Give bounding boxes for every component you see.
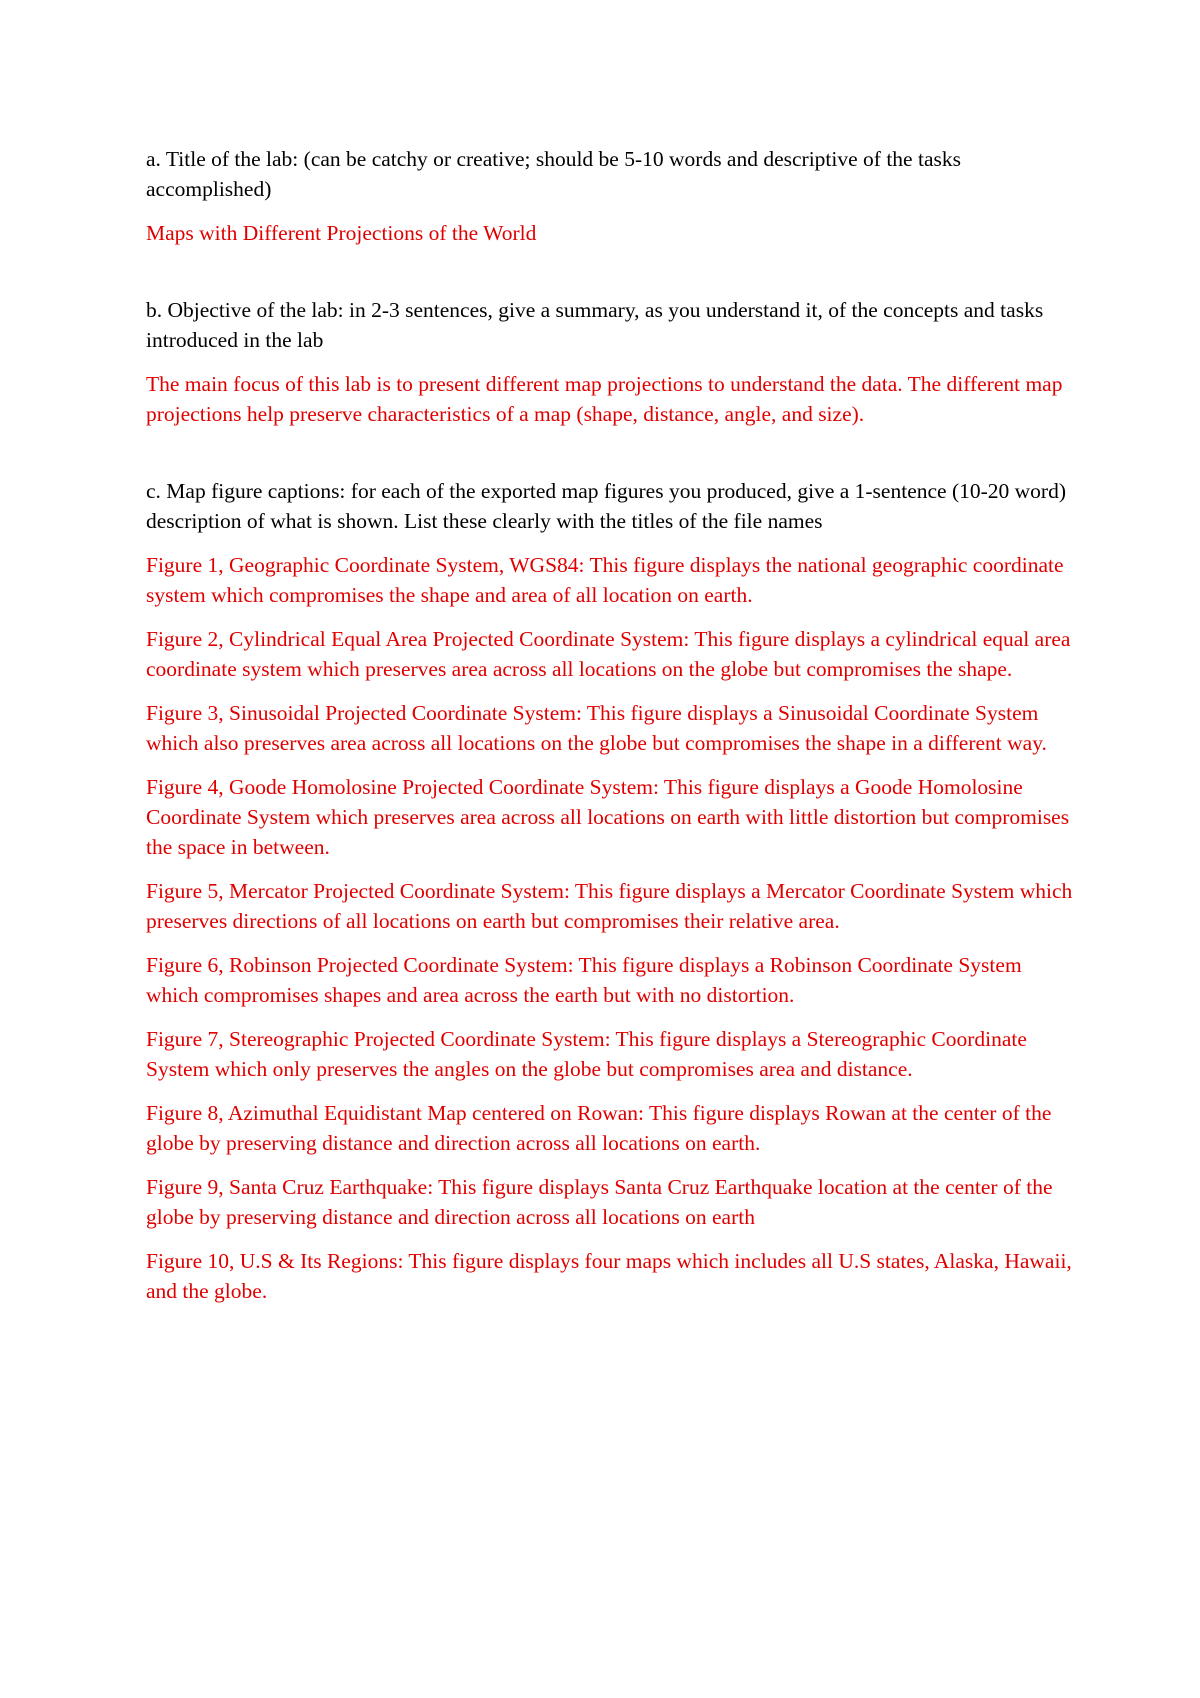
section-b-prompt: b. Objective of the lab: in 2-3 sentences, give a summary, as you understand it, of the concepts and tasks introduced in the lab [146, 298, 1044, 352]
figure-caption-6: Figure 6, Robinson Projected Coordinate System: This figure displays a Robinson Coordinate System which compromises shapes and area across the earth but with no distortion. [146, 953, 1022, 1007]
figure-caption-list [146, 550, 1076, 1306]
section-a-answer: Maps with Different Projections of the World [146, 221, 537, 245]
figure-caption-3: Figure 3, Sinusoidal Projected Coordinate System: This figure displays a Sinusoidal Coordinate System which also preserves area across all locations on the globe but compromises the shape in a different way. [146, 701, 1047, 755]
figure-caption-10: Figure 10, U.S & Its Regions: This figure displays four maps which includes all U.S states, Alaska, Hawaii, and the globe. [146, 1249, 1072, 1303]
document-page [146, 144, 1076, 1306]
figure-caption-7: Figure 7, Stereographic Projected Coordinate System: This figure displays a Stereographic Coordinate System which only preserves the angles on the globe but compromises area and distance. [146, 1027, 1027, 1081]
figure-caption-2: Figure 2, Cylindrical Equal Area Projected Coordinate System: This figure displays a cylindrical equal area coordinate system which preserves area across all locations on the globe but compromises the shape. [146, 627, 1071, 681]
section-c-prompt: c. Map figure captions: for each of the exported map figures you produced, give a 1-sentence (10-20 word) description of what is shown. List these clearly with the titles of the file names [146, 479, 1066, 533]
figure-caption-5: Figure 5, Mercator Projected Coordinate System: This figure displays a Mercator Coordinate System which preserves directions of all locations on earth but compromises their relative area. [146, 879, 1073, 933]
figure-caption-1: Figure 1, Geographic Coordinate System, WGS84: This figure displays the national geographic coordinate system which compromises the shape and area of all location on earth. [146, 553, 1064, 607]
section-b-answer: The main focus of this lab is to present different map projections to understand the data. The different map projections help preserve characteristics of a map (shape, distance, angle, and size). [146, 372, 1063, 426]
figure-caption-4: Figure 4, Goode Homolosine Projected Coordinate System: This figure displays a Goode Homolosine Coordinate System which preserves area across all locations on earth with little distortion but compromises the space in between. [146, 775, 1070, 859]
section-a-prompt: a. Title of the lab: (can be catchy or creative; should be 5-10 words and descriptive of the tasks accomplished) [146, 147, 961, 201]
figure-caption-9: Figure 9, Santa Cruz Earthquake: This figure displays Santa Cruz Earthquake location at the center of the globe by preserving distance and direction across all locations on earth [146, 1175, 1053, 1229]
figure-caption-8: Figure 8, Azimuthal Equidistant Map centered on Rowan: This figure displays Rowan at the center of the globe by preserving distance and direction across all locations on earth. [146, 1101, 1052, 1155]
